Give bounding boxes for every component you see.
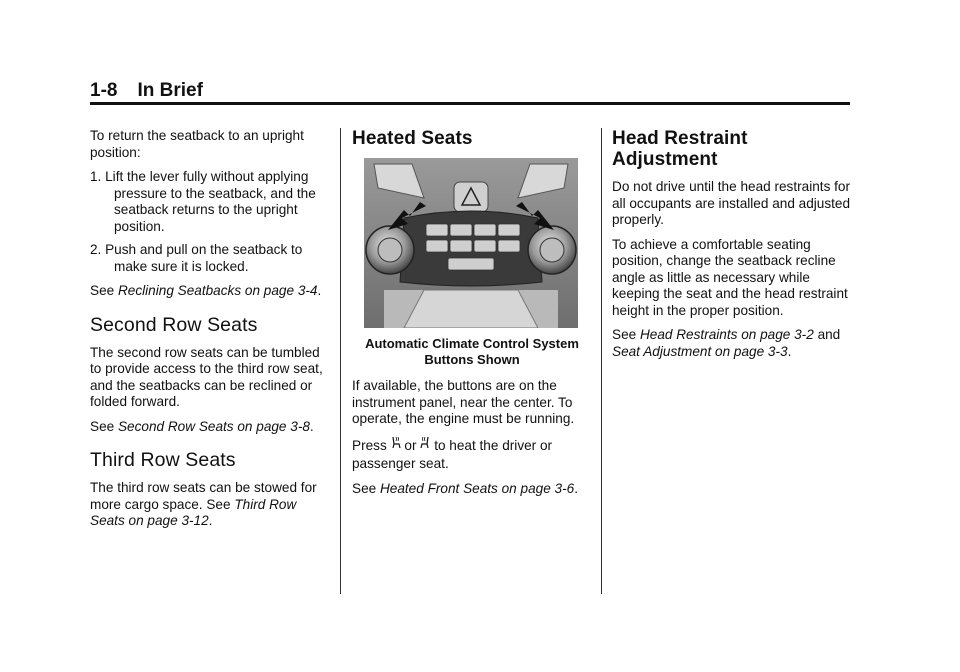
header-rule	[90, 102, 850, 105]
climate-control-figure	[364, 158, 578, 328]
head-restraint-warning: Do not drive until the head restraints for all occupants are installed and adjusted properly.	[612, 179, 851, 227]
see-heated-front-seats: See Heated Front Seats on page 3-6.	[352, 480, 578, 496]
heated-seats-location-text: If available, the buttons are on the instrument panel, near the center. To operate, the engine must be running.	[352, 378, 575, 426]
intro-text: To return the seatback to an upright position:	[90, 128, 304, 160]
column-1	[90, 128, 330, 538]
heading-second-row-seats: Second Row Seats	[90, 313, 258, 336]
link-second-row-seats[interactable]: Second Row Seats on page 3-8	[117, 418, 310, 434]
see-head-restraints: See Head Restraints on page 3-2 and Seat Adjustment on page 3-3.	[612, 327, 841, 359]
heated-seats-instruction: Press or to heat the driver or passenger seat.	[352, 437, 553, 471]
link-head-restraints[interactable]: Head Restraints on page 3-2	[639, 327, 814, 342]
link-reclining-seatbacks[interactable]: Reclining Seatbacks on page 3-4	[117, 283, 318, 298]
column-divider-right	[601, 128, 602, 594]
passenger-heated-seat-icon	[420, 437, 434, 453]
page-number: 1-8	[90, 80, 118, 101]
see-reclining-seatbacks: See Reclining Seatbacks on page 3-4.	[90, 283, 322, 298]
steps-list	[90, 169, 330, 275]
heading-heated-seats: Heated Seats	[352, 128, 473, 149]
section-title: In Brief	[137, 80, 203, 101]
link-seat-adjustment[interactable]: Seat Adjustment on page 3-3	[612, 343, 788, 359]
step-2: 2. Push and pull on the seatback to make sure it is locked.	[90, 242, 303, 274]
heading-third-row-seats: Third Row Seats	[90, 449, 236, 471]
column-2	[352, 128, 592, 503]
see-second-row-seats: See Second Row Seats on page 3-8.	[90, 418, 314, 434]
comfortable-seating-text: To achieve a comfortable seating position, change the seatback recline angle as little as necessary while keeping the seat and the head restraint height in the proper position.	[612, 236, 848, 318]
link-heated-front-seats[interactable]: Heated Front Seats on page 3-6	[379, 480, 575, 496]
column-3	[612, 128, 852, 366]
figure-caption: Automatic Climate Control System Buttons Shown	[365, 336, 579, 367]
column-divider-left	[340, 128, 341, 594]
driver-heated-seat-icon	[391, 437, 405, 453]
second-row-text: The second row seats can be tumbled to provide access to the third row seat, and the seatbacks can be reclined or folded forward.	[90, 344, 323, 409]
climate-control-illustration	[364, 158, 578, 328]
heading-head-restraint-adjustment: Head Restraint Adjustment	[612, 128, 748, 170]
third-row-text: The third row seats can be stowed for more cargo space. See Third Row Seats on page 3-12.	[90, 480, 317, 528]
step-1: 1. Lift the lever fully without applying pressure to the seatback, and the seatback returns to the upright position.	[90, 169, 316, 234]
link-third-row-seats[interactable]: Third Row Seats on page 3-12	[90, 496, 297, 528]
